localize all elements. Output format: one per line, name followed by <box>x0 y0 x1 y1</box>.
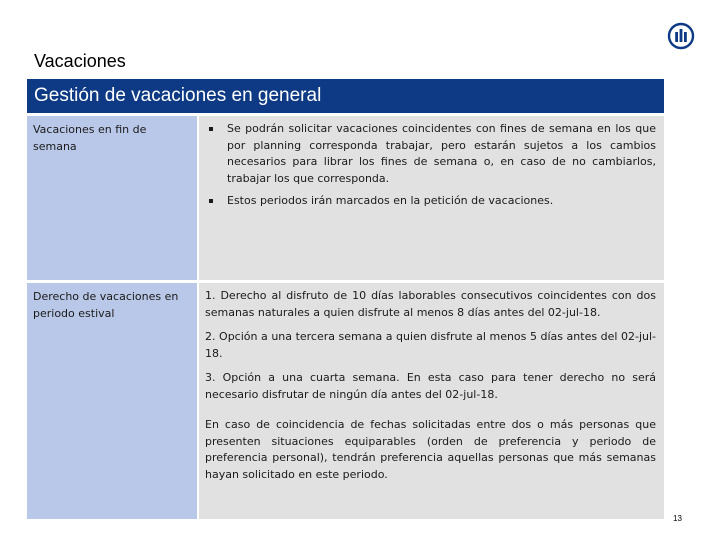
paragraph: 1. Derecho al disfruto de 10 días laborables consecutivos coincidentes con dos semanas naturales a quien disfrute al menos 8 días antes del 02-jul-18. <box>205 289 656 319</box>
paragraph: En caso de coincidencia de fechas solicitadas entre dos o más personas que presenten situaciones equiparables (orden de preferencia y periodo de preferencia personal), tendrán preferencia aquellas personas que más semanas hayan solicitado en este periodo. <box>205 418 656 481</box>
bullet-list <box>205 121 656 210</box>
paragraph: 2. Opción a una tercera semana a quien disfrute al menos 5 días antes del 02-jul-18. <box>205 330 656 360</box>
bullet-text: Se podrán solicitar vacaciones coincidentes con fines de semana en los que por planning corresponda trabajar, pero estarán sujetos a los cambios necesarios para librar los fines de semana o, en caso de no cambiarlos, trabajar los que corresponda. <box>227 122 656 185</box>
row-content-summer <box>199 283 664 519</box>
square-bullet-icon <box>209 127 213 131</box>
bullet-text: Estos periodos irán marcados en la petición de vacaciones. <box>227 194 554 207</box>
row-label-weekend <box>27 116 197 280</box>
header-bar <box>27 79 664 113</box>
slide-title: Vacaciones <box>34 51 126 71</box>
bullet-item <box>205 121 656 187</box>
row-label-text: Vacaciones en fin de semana <box>33 123 147 153</box>
page-number: 13 <box>673 514 682 523</box>
header-title: Gestión de vacaciones en general <box>34 85 322 106</box>
square-bullet-icon <box>209 199 213 203</box>
allianz-logo-icon <box>667 22 695 50</box>
row-content-weekend <box>199 116 664 280</box>
row-label-summer <box>27 283 197 519</box>
paragraph: 3. Opción a una cuarta semana. En esta caso para tener derecho no será necesario disfrutar de ningún día antes del 02-jul-18. <box>205 371 656 401</box>
row-label-text: Derecho de vacaciones en periodo estival <box>33 290 179 320</box>
bullet-item <box>205 193 656 210</box>
